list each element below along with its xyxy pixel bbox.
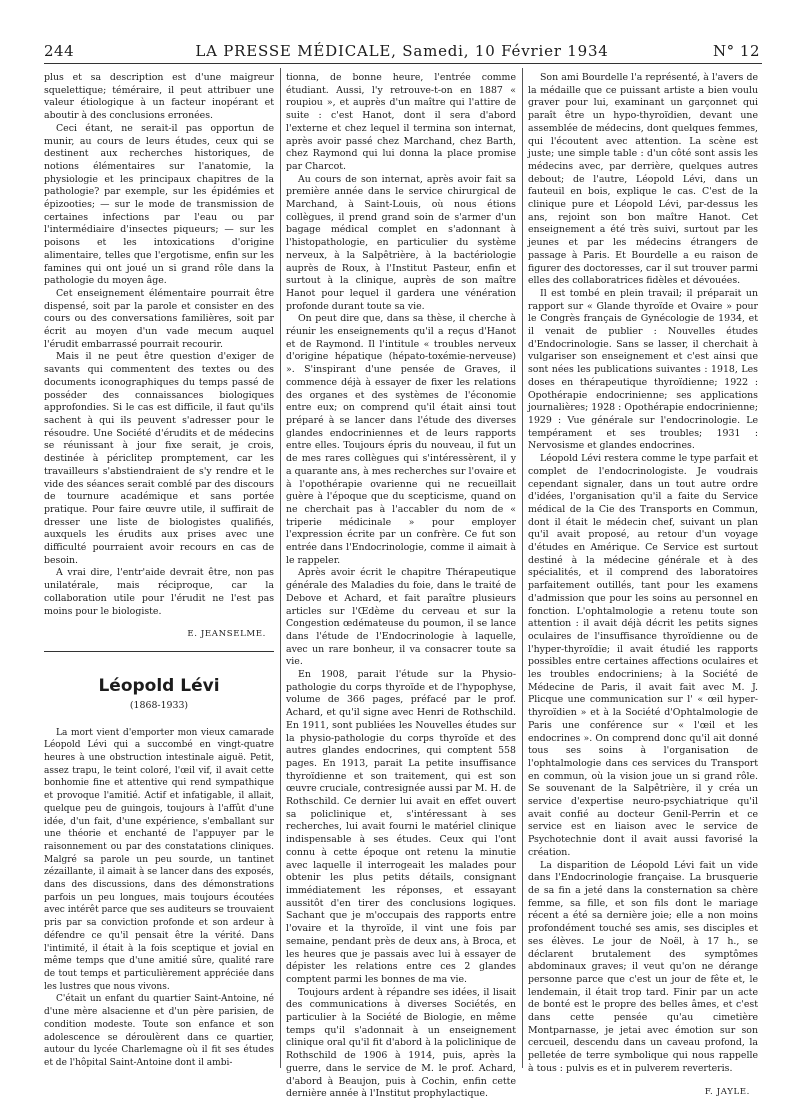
article-dates: (1868-1933) [129, 699, 189, 711]
paragraph: Son ami Bourdelle l'a représenté, à l'avers de la médaille que ce puissant artiste a bien voulu graver pour lui, examinant un garçonnet qui paraît être un hypo-thyroïdien, devant une assemblée de médecins, dont quelques femmes, qui l'écoutent avec attention. La scène est juste; une simple table : d'un côté sont assis les médecins avec, par derrière, quelques autres debout; de l'autre, Léopold Lévi, dans un fauteuil en bois, explique le cas. C'est de la clinique pure et Léopold Lévi, par-dessus les ans, rejoint son bon maître Hanot. Cet enseignement a été très suivi, surtout par les jeunes et par les médecins étrangers de passage à Paris. Et Bourdelle a eu raison de figurer des doctoresses, car il sut trouver parmi elles des collaboratrices fidèles et dévouées. [528, 72, 758, 287]
column-1 [44, 72, 274, 1070]
page-header [44, 40, 760, 64]
paragraph: C'était un enfant du quartier Saint-Antoine, né d'une mère alsacienne et d'un père parisien, de condition modeste. Toute son enfance et son adolescence se déroulèrent dans ce quartier, autour du lycée Charlemagne où il fit ses études et de l'hôpital Saint-Antoine dont il ambi- [44, 994, 274, 1068]
paragraph: Mais il ne peut être question d'exiger de savants qui commentent des textes ou des documents iconographiques du temps passé de posséder des connaissances biologiques approfondies. Si le cas est difficile, il faut qu'ils sachent à qui ils peuvent s'adresser pour le résoudre. Une Société d'érudits et de médecins se réunissant à jour fixe serait, je crois, destinée à périclitер promptement, car les travailleurs s'abstiendraient de s'y rendre et le vide des séances serait comblé par des discours de tournure académique et sans portée pratique. Pour faire œuvre utile, il suffirait de dresser une liste de biologistes qualifiés, auxquels les érudits aux prises avec une difficulté pourraient avoir recours en cas de besoin. [44, 351, 274, 566]
issue-number: N° 12 [713, 42, 760, 60]
journal-title: LA PRESSE MÉDICALE, Samedi, 10 Février 1934 [195, 42, 609, 60]
paragraph: Cet enseignement élémentaire pourrait être dispensé, soit par la parole et consister en des cours ou des conversations familières, soit par écrit au moyen d'un vade mecum auquel l'érudit embarrassé pourrait recourir. [44, 287, 274, 350]
paragraph: plus et sa description est d'une maigreur squelettique; téméraire, il peut attribuer une valeur étiologique à un facteur inopérant et aboutir à des conclusions erronées. [44, 72, 274, 122]
paragraph: Léopold Lévi restera comme le type parfait et complet de l'endocrinologiste. Je voudrais cependant signaler, dans un tout autre ordre d'idées, l'organisation qu'il a faite du Service médical de la Cie des Transports en Commun, dont il était le médecin chef, suivant un plan qu'il avait proposé, au retour d'un voyage d'études en Amérique. Ce Service est surtout destiné à la médecine générale et à des spécialités, et il comprend des laboratoires parfaitement outillés, tant pour les examens d'admission que pour les soins au personnel en fonction. L'ophtalmologie a retenu toute son attention : il avait déjà décrit les petits signes oculaires de l'insuffisance thyroïdienne ou de l'hyper-thyroïdie; il avait étudié les rapports possibles entre certaines affections oculaires et les troubles endocriniens; à la Société de Médecine de Paris, il avait fait avec M. J. Plicque une communication sur l' « œil hyper-thyroïdien » et à la Société d'Ophtalmologie de Paris une conférence sur « l'œil et les endocrines ». On comprend donc qu'il ait donné tous ses soins à l'organisation de l'ophtalmologie dans ces services du Transport en commun, où la vision joue un si grand rôle. Se souvenant de la Salpêtrière, il y créa un service d'expertise neuro-psychiatrique qu'il avait confié au docteur Genil-Perrin et ce service est en liaison avec le service de Psychotechnie dont il avait aussi favorisé la création. [528, 453, 758, 858]
paragraph: La mort vient d'emporter mon vieux camarade Léopold Lévi qui a succombé en vingt-quatre heures à une obstruction intestinale aiguë. Petit, assez trapu, le teint coloré, l'œil vif, il avait cette bonhomie fine et attentive qui rend sympathique et provoque l'amitié. Actif et infatigable, il allait, quelque peu de guingois, toujours à l'affût d'une idée, d'un fait, d'une expérience, s'emballant sur une théorie et enchanté de l'appuyer par le raisonnement ou par des constatations cliniques. Malgré sa parole un peu sourde, un tantinet zézaillante, il aimait à se lancer dans des exposés, dans des discussions, dans des démonstrations parfois un peu longues, mais toujours écoutées avec intérêt parce que ses auditeurs se trouvaient pris par sa conviction profonde et son ardeur à défendre ce qu'il pensait être la vérité. Dans l'intimité, il était à la fois sceptique et jovial en même temps que d'une amitié sûre, qualité rare de tout temps et particulièrement appréciée dans les lustres que nous vivons. [44, 727, 274, 992]
paragraph: Au cours de son internat, après avoir fait sa première année dans le service chirurgical de Marchand, à Saint-Louis, où nous étions collègues, il prend grand soin de s'armer d'un bagage médical complet en s'adonnant à l'histopathologie, en particulier du système nerveux, à la Salpêtrière, à la bactériologie auprès de Roux, à l'Institut Pasteur, enfin et surtout à la clinique, auprès de son maître Hanot pour lequel il gardera une vénération profonde durant toute sa vie. [286, 173, 516, 312]
paragraph: On peut dire que, dans sa thèse, il cherche à réunir les enseignements qu'il a reçus d'Hanot et de Raymond. Il l'intitule « troubles nerveux d'origine hépatique (hépato-toxémie-nerveuse) ». S'inspirant d'une pensée de Graves, il commence déjà à essayer de fixer les relations des organes et des systèmes de l'économie entre eux; on comprend qu'il était ainsi tout préparé à se lancer dans l'étude des diverses glandes endocriniennes et de leurs rapports entre elles. Toujours épris du nouveau, il fut un de mes rares collègues qui s'intéressèrent, il y a quarante ans, à mes recherches sur l'ovaire et à l'opothérapie ovarienne qui ne recueillait guère à l'époque que du scepticisme, quand on ne cherchait pas à l'accabler du nom de « triperie médicinale » pour employer l'expression écrite par un confrère. Ce fut son entrée dans l'Endocrinologie, comme il aimait à le rappeler. [286, 313, 516, 566]
paragraph: Il est tombé en plein travail; il préparait un rapport sur « Glande thyroïde et Ovaire » pour le Congrès français de Gynécologie de 1934, et il venait de publier : Nouvelles études d'Endocrinologie. Sans se lasser, il cherchait à vulgariser son enseignement et c'est ainsi que sont nées les publications suivantes : 1918, Les doses en thérapeutique thyroïdienne; 1922 : Opothérapie endocrinienne; ses applications journalières; 1928 : Opothérapie endocrinienne; 1929 : Vue générale sur l'endocrinologie. Le tempérament et ses troubles; 1931 : Nervosisme et glandes endocrines. [528, 287, 758, 452]
column-divider [280, 68, 281, 1068]
column-3 [528, 72, 758, 1098]
paragraph: Toujours ardent à répandre ses idées, il lisait des communications à diverses Sociétés, en particulier à la Société de Biologie, en même temps qu'il s'adonnait à un enseignement clinique oral qu'il fit d'abord à la policlinique de Rothschild de 1906 à 1914, puis, après la guerre, dans le service de M. le prof. Achard, d'abord à Beaujon, puis à Cochin, enfin cette dernière année à l'Institut prophylactique. [286, 986, 516, 1100]
page-number: 244 [44, 42, 75, 60]
article-signature: E. JEANSELME. [187, 629, 266, 640]
column-divider [522, 68, 523, 1068]
paragraph: Ceci étant, ne serait-il pas opportun de munir, au cours de leurs études, ceux qui se destinent aux recherches historiques, de notions élémentaires sur l'anatomie, la physiologie et les principaux chapitres de la pathologie? par exemple, sur les épidémies et épizooties; — sur le mode de transmission de certaines infections par l'eau ou par l'intermédiaire d'insectes piqueurs; — sur les poisons et les intoxications d'origine alimentaire, telles que l'ergotisme, enfin sur les famines qui ont joué un si grand rôle dans la pathologie du moyen âge. [44, 122, 274, 287]
paragraph: A vrai dire, l'entr'aide devrait être, non pas unilatérale, mais réciproque, car la collaboration utile pour l'érudit ne l'est pas moins pour le biologiste. [44, 567, 274, 617]
paragraph: En 1908, parait l'étude sur la Physio-pathologie du corps thyroïde et de l'hypophyse, volume de 366 pages, préfacé par le prof. Achard, et qu'il signe avec Henri de Rothschild. En 1911, sont publiées les Nouvelles études sur la physio-pathologie du corps thyroïde et des autres glandes endocrines, qui comptent 558 pages. En 1913, parait La petite insuffisance thyroïdienne et son traitement, qui est son œuvre cruciale, contresignée aussi par M. H. de Rothschild. Ce dernier lui avait en effet ouvert sa policlinique et, s'intéressant à ses recherches, lui avait fourni le matériel clinique indispensable à ses études. Ceux qui l'ont connu à cette époque ont retenu la minutie avec laquelle il interrogeait les malades pour obtenir les plus petits détails, consignant immédiatement les réponses, et essayant aussitôt d'en tirer des conclusions logiques. Sachant que je m'occupais des rapports entre l'ovaire et la thyroïde, il vint une fois par semaine, pendant près de deux ans, à Broca, et les heures que je passais avec lui à essayer de dépister les relations entre ces 2 glandes comptent parmi les bonnes de ma vie. [286, 669, 516, 985]
paragraph: Après avoir écrit le chapitre Thérapeutique générale des Maladies du foie, dans le traité de Debove et Achard, et fait paraître plusieurs articles sur l'Œdème du cerveau et sur la Congestion œdémateuse du poumon, il se lance dans l'étude de l'Endocrinologie à laquelle, avec un rare bonheur, il va consacrer toute sa vie. [286, 567, 516, 668]
column-2 [286, 72, 516, 1101]
paragraph: tionna, de bonne heure, l'entrée comme étudiant. Aussi, l'y retrouve-t-on en 1887 « roupiou », et auprès d'un maître qui l'attire de suite : c'est Hanot, dont il sera d'abord l'externe et chez lequel il termina son internat, après avoir passé chez Marchand, chez Barth, chez Raymond qui lui donna la place promise par Charcot. [286, 72, 516, 172]
article-title: Léopold Lévi [98, 675, 220, 696]
header-rule [44, 63, 762, 64]
article-signature: F. JAYLE. [704, 1086, 750, 1097]
article-separator [44, 651, 274, 652]
paragraph: La disparition de Léopold Lévi fait un vide dans l'Endocrinologie française. La brusquerie de sa fin a jeté dans la consternation sa chère femme, sa fille, et son fils dont le mariage récent a été sa dernière joie; elle a non moins profondément touché ses amis, ses disciples et ses élèves. Le jour de Noël, à 17 h., se déclarent brutalement des symptômes abdominaux graves; il veut qu'on ne dérange personne parce que c'est un jour de fête et, le lendemain, il était trop tard. Finir par un acte de bonté est le propre des belles âmes, et c'est dans cette pensée qu'au cimetière Montparnasse, je jetai avec émotion sur son cercueil, descendu dans un caveau profond, la pelletée de terre symbolique qui nous rappelle à tous : pulvis es et in pulverem reverteris. [528, 859, 758, 1074]
